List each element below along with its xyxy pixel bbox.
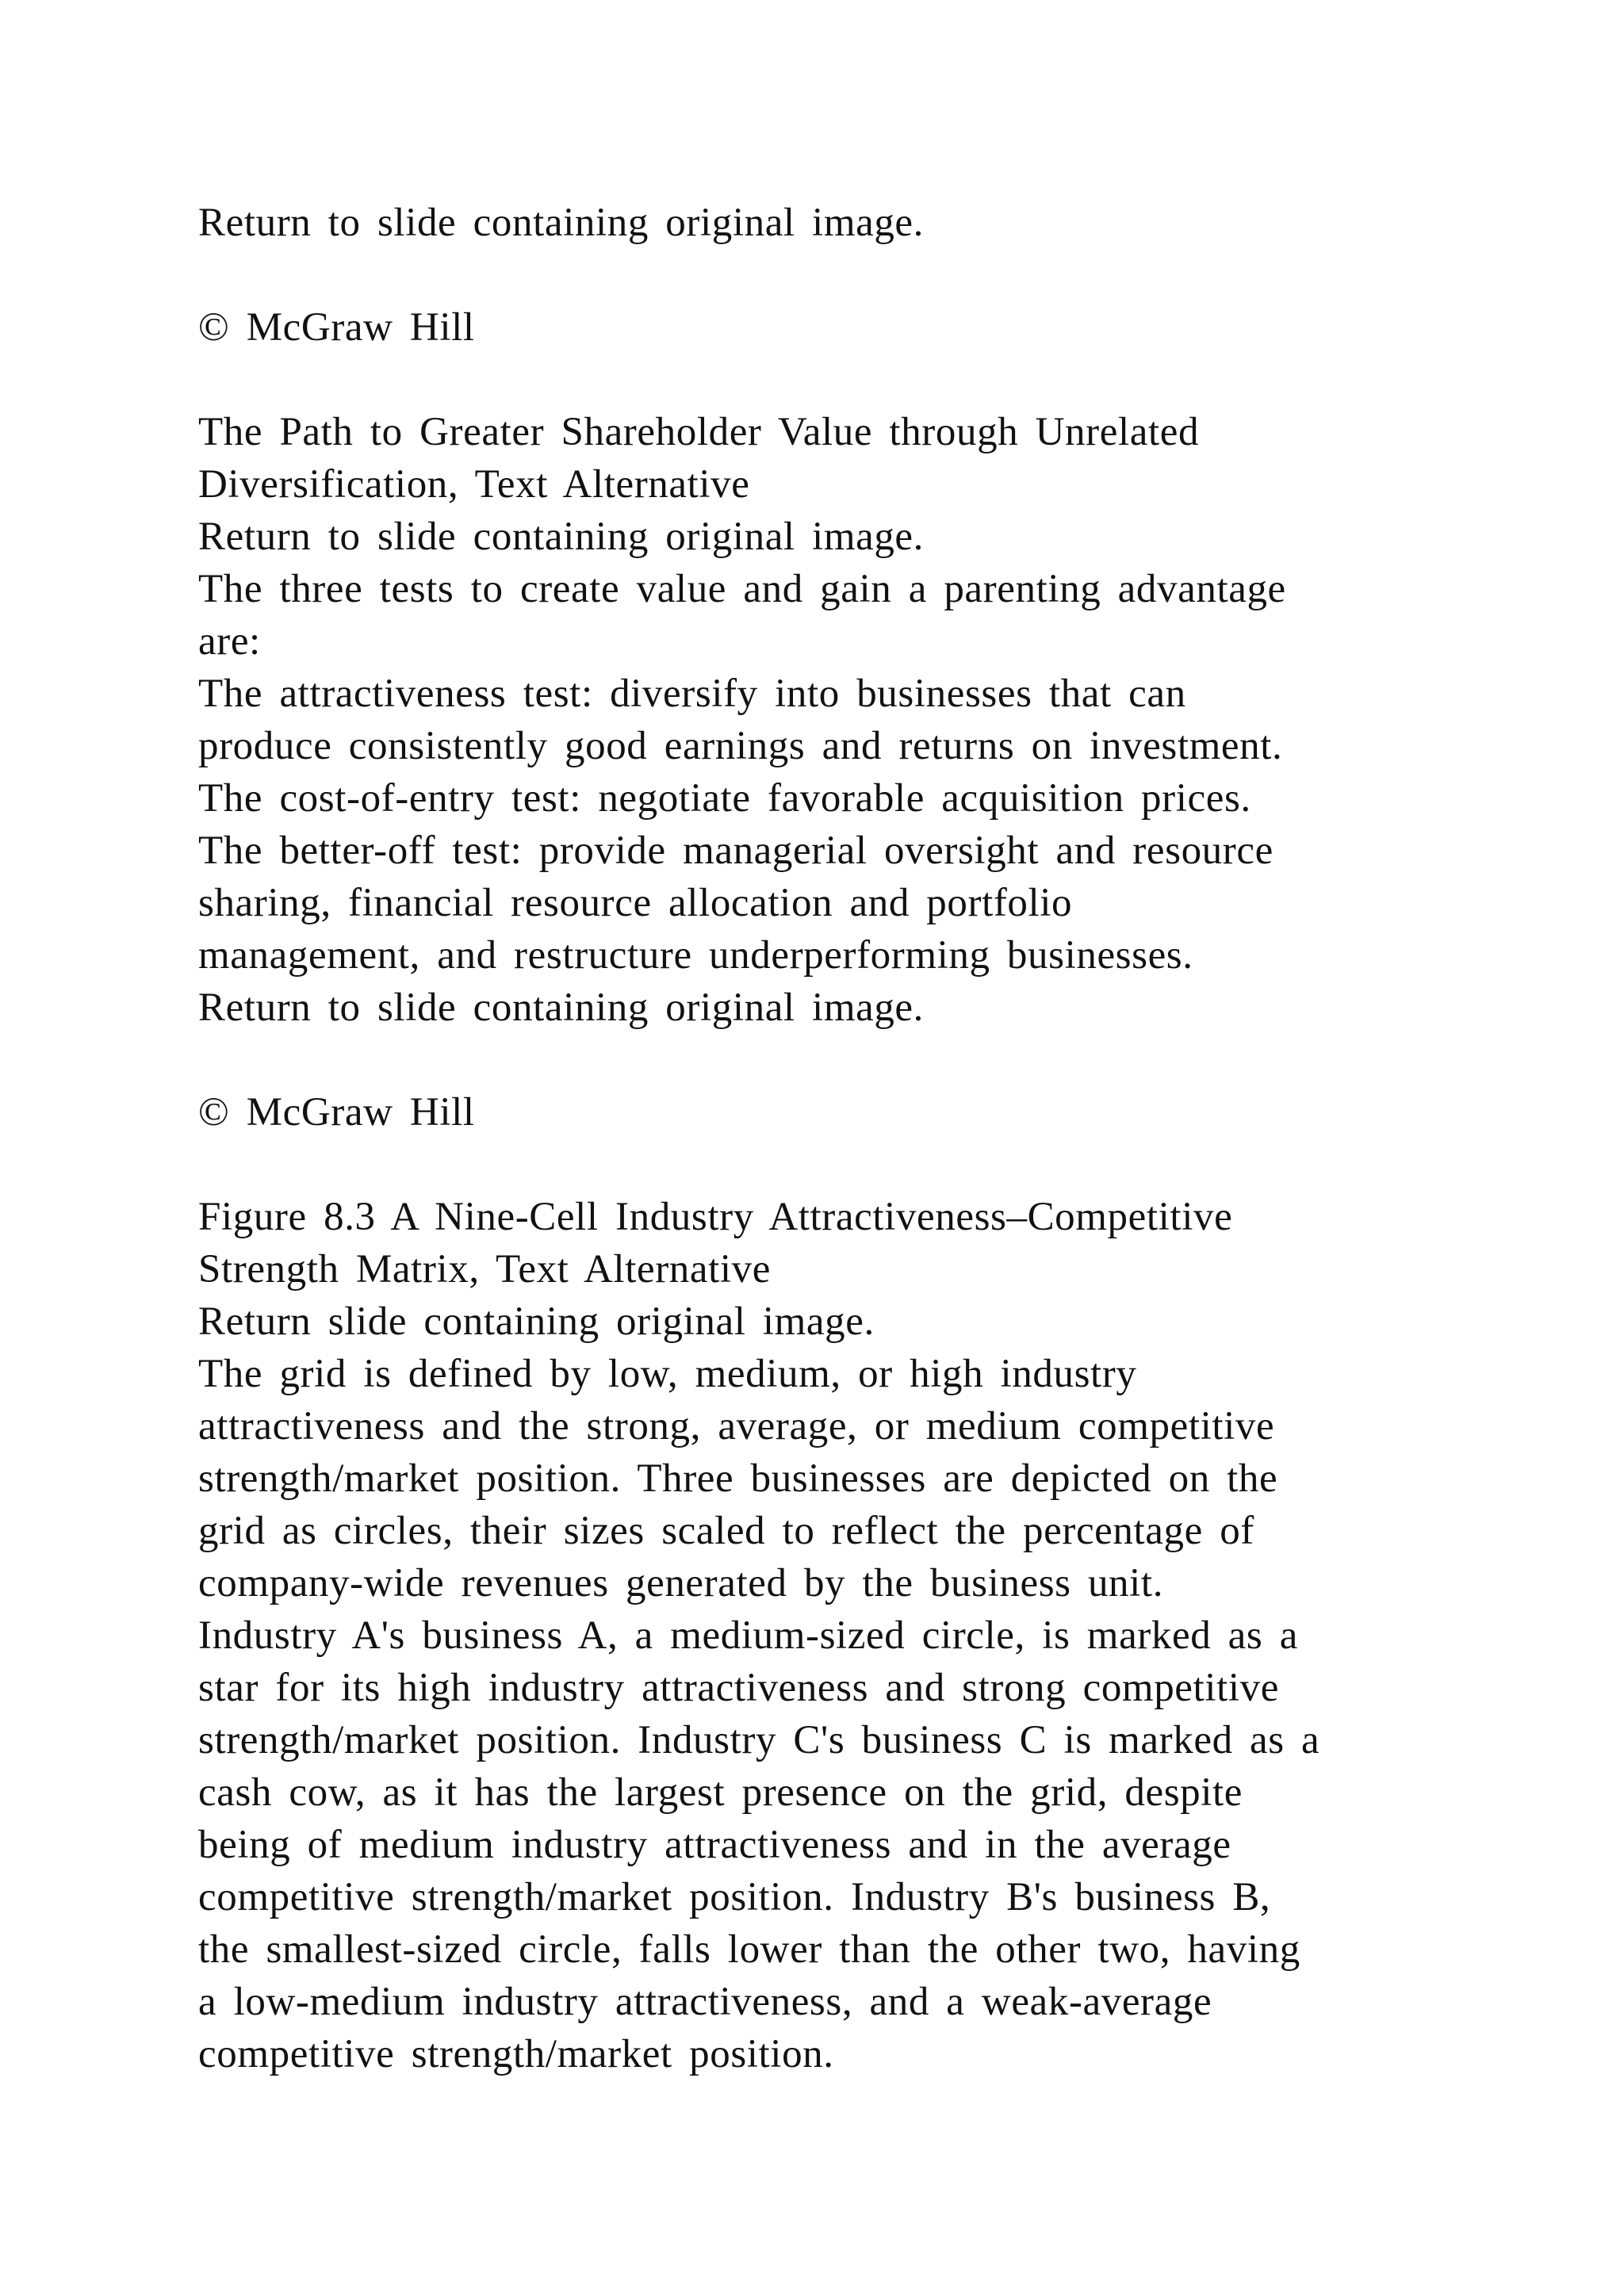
- body-text-line: sharing, financial resource allocation and portfolio: [198, 881, 1073, 925]
- body-text-line: The three tests to create value and gain a parenting advantage: [198, 567, 1286, 611]
- section-title: The Path to Greater Shareholder Value through Unrelated: [198, 410, 1200, 454]
- spacer: [198, 1034, 1499, 1086]
- body-text-line: management, and restructure underperforming businesses.: [198, 933, 1193, 978]
- body-text-line: being of medium industry attractiveness and in the average: [198, 1823, 1231, 1867]
- body-text-line: strength/market position. Three businesses are depicted on the: [198, 1456, 1278, 1501]
- spacer: [198, 249, 1499, 301]
- body-text-line: The cost-of-entry test: negotiate favorable acquisition prices.: [198, 776, 1251, 821]
- body-text-line: strength/market position. Industry C's business C is marked as a: [198, 1718, 1320, 1762]
- body-text-line: star for its high industry attractiveness and strong competitive: [198, 1666, 1279, 1710]
- body-text-line: competitive strength/market position.: [198, 2032, 834, 2076]
- return-to-slide-link[interactable]: Return slide containing original image.: [198, 1299, 875, 1344]
- section-title: Diversification, Text Alternative: [198, 462, 750, 507]
- body-text-line: The better-off test: provide managerial oversight and resource: [198, 828, 1274, 873]
- body-text-line: competitive strength/market position. Industry B's business B,: [198, 1875, 1271, 1919]
- body-text-line: Industry A's business A, a medium-sized circle, is marked as a: [198, 1613, 1298, 1658]
- body-text-line: a low-medium industry attractiveness, and a weak-average: [198, 1980, 1212, 2024]
- copyright-notice: © McGraw Hill: [198, 305, 475, 350]
- body-text-line: the smallest-sized circle, falls lower than the other two, having: [198, 1927, 1300, 1972]
- body-text-line: produce consistently good earnings and returns on investment.: [198, 724, 1283, 768]
- return-to-slide-link[interactable]: Return to slide containing original image.: [198, 201, 925, 245]
- body-text-line: grid as circles, their sizes scaled to reflect the percentage of: [198, 1509, 1254, 1553]
- section-title: Strength Matrix, Text Alternative: [198, 1247, 771, 1292]
- return-to-slide-link[interactable]: Return to slide containing original image.: [198, 985, 925, 1030]
- body-text-line: The grid is defined by low, medium, or high industry: [198, 1352, 1137, 1396]
- section-title: Figure 8.3 A Nine-Cell Industry Attractiveness–Competitive: [198, 1195, 1233, 1239]
- copyright-notice: © McGraw Hill: [198, 1090, 475, 1135]
- document-page: [198, 197, 1499, 2080]
- body-text-line: company-wide revenues generated by the business unit.: [198, 1561, 1164, 1605]
- body-text-line: cash cow, as it has the largest presence on the grid, despite: [198, 1770, 1243, 1815]
- return-to-slide-link[interactable]: Return to slide containing original image.: [198, 515, 925, 559]
- body-text-line: are:: [198, 619, 261, 664]
- body-text-line: The attractiveness test: diversify into businesses that can: [198, 672, 1186, 716]
- spacer: [198, 1138, 1499, 1191]
- spacer: [198, 354, 1499, 406]
- body-text-line: attractiveness and the strong, average, or medium competitive: [198, 1404, 1275, 1448]
